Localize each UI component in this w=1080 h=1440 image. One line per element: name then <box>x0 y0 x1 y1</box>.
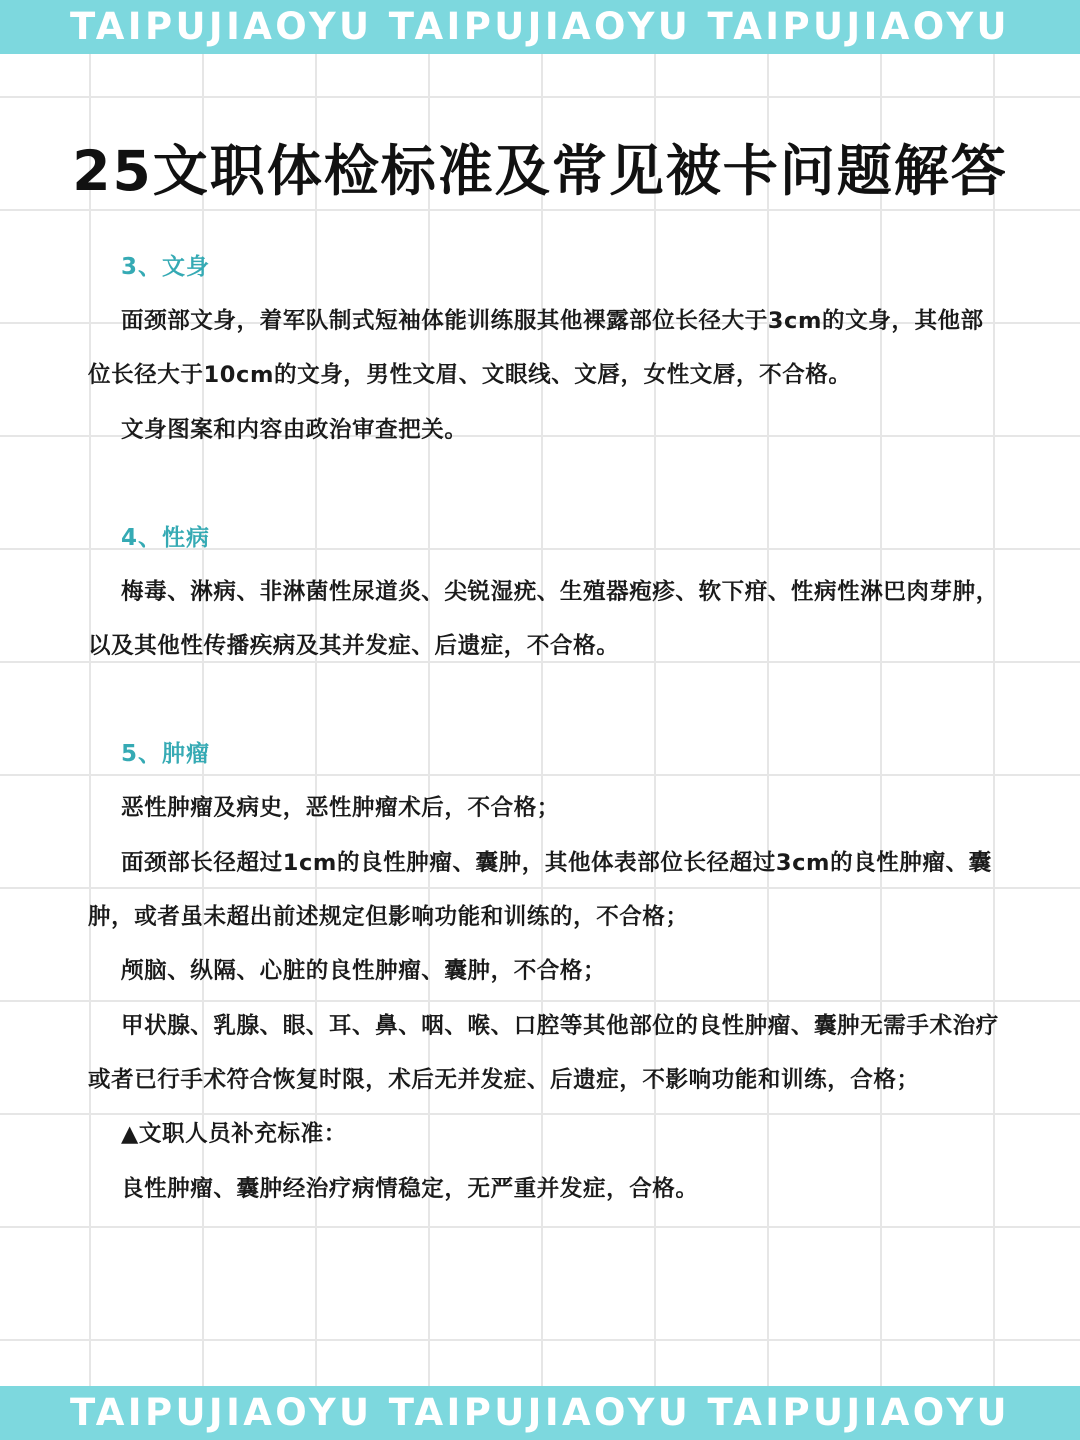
section-heading: 3、文身 <box>121 254 211 280</box>
paragraph: 颅脑、纵隔、心脏的良性肿瘤、囊肿，不合格； <box>121 958 607 985</box>
article-body <box>88 240 1003 1216</box>
section-tattoo <box>88 240 1003 457</box>
top-banner <box>0 0 1080 54</box>
paragraph: 恶性肿瘤及病史，恶性肿瘤术后，不合格； <box>121 795 560 822</box>
section-std <box>88 511 1003 674</box>
section-spacer <box>88 457 1003 511</box>
supplement-heading: ▲文职人员补充标准： <box>121 1121 347 1148</box>
paragraph: 面颈部长径超过1cm的良性肿瘤、囊肿，其他体表部位长径超过3cm的良性肿瘤、囊肿，或者虽未超出前述规定但影响功能和训练的，不合格； <box>88 849 992 931</box>
paragraph: 良性肿瘤、囊肿经治疗病情稳定，无严重并发症，合格。 <box>121 1175 699 1202</box>
section-heading: 4、性病 <box>121 524 211 551</box>
paragraph: 梅毒、淋病、非淋菌性尿道炎、尖锐湿疣、生殖器疱疹、软下疳、性病性淋巴肉芽肿，以及其他性传播疾病及其并发症、后遗症，不合格。 <box>88 578 999 660</box>
section-heading: 5、肿瘤 <box>121 741 211 768</box>
bottom-banner-text: TAIPUJIAOYU TAIPUJIAOYU TAIPUJIAOYU <box>70 1391 1010 1434</box>
bottom-banner <box>0 1386 1080 1440</box>
top-banner-text: TAIPUJIAOYU TAIPUJIAOYU TAIPUJIAOYU <box>70 5 1010 48</box>
paragraph: 甲状腺、乳腺、眼、耳、鼻、咽、喉、口腔等其他部位的良性肿瘤、囊肿无需手术治疗或者已行手术符合恢复时限，术后无并发症、后遗症，不影响功能和训练，合格； <box>88 1012 999 1093</box>
section-spacer <box>88 673 1003 727</box>
page-title: 25文职体检标准及常见被卡问题解答 <box>72 139 1008 203</box>
paragraph: 文身图案和内容由政治审查把关。 <box>121 416 468 443</box>
section-tumor <box>88 727 1003 1215</box>
paragraph: 面颈部文身，着军队制式短袖体能训练服其他裸露部位长径大于3cm的文身，其他部位长径大于10cm的文身，男性文眉、文眼线、文唇，女性文唇，不合格。 <box>88 308 984 389</box>
